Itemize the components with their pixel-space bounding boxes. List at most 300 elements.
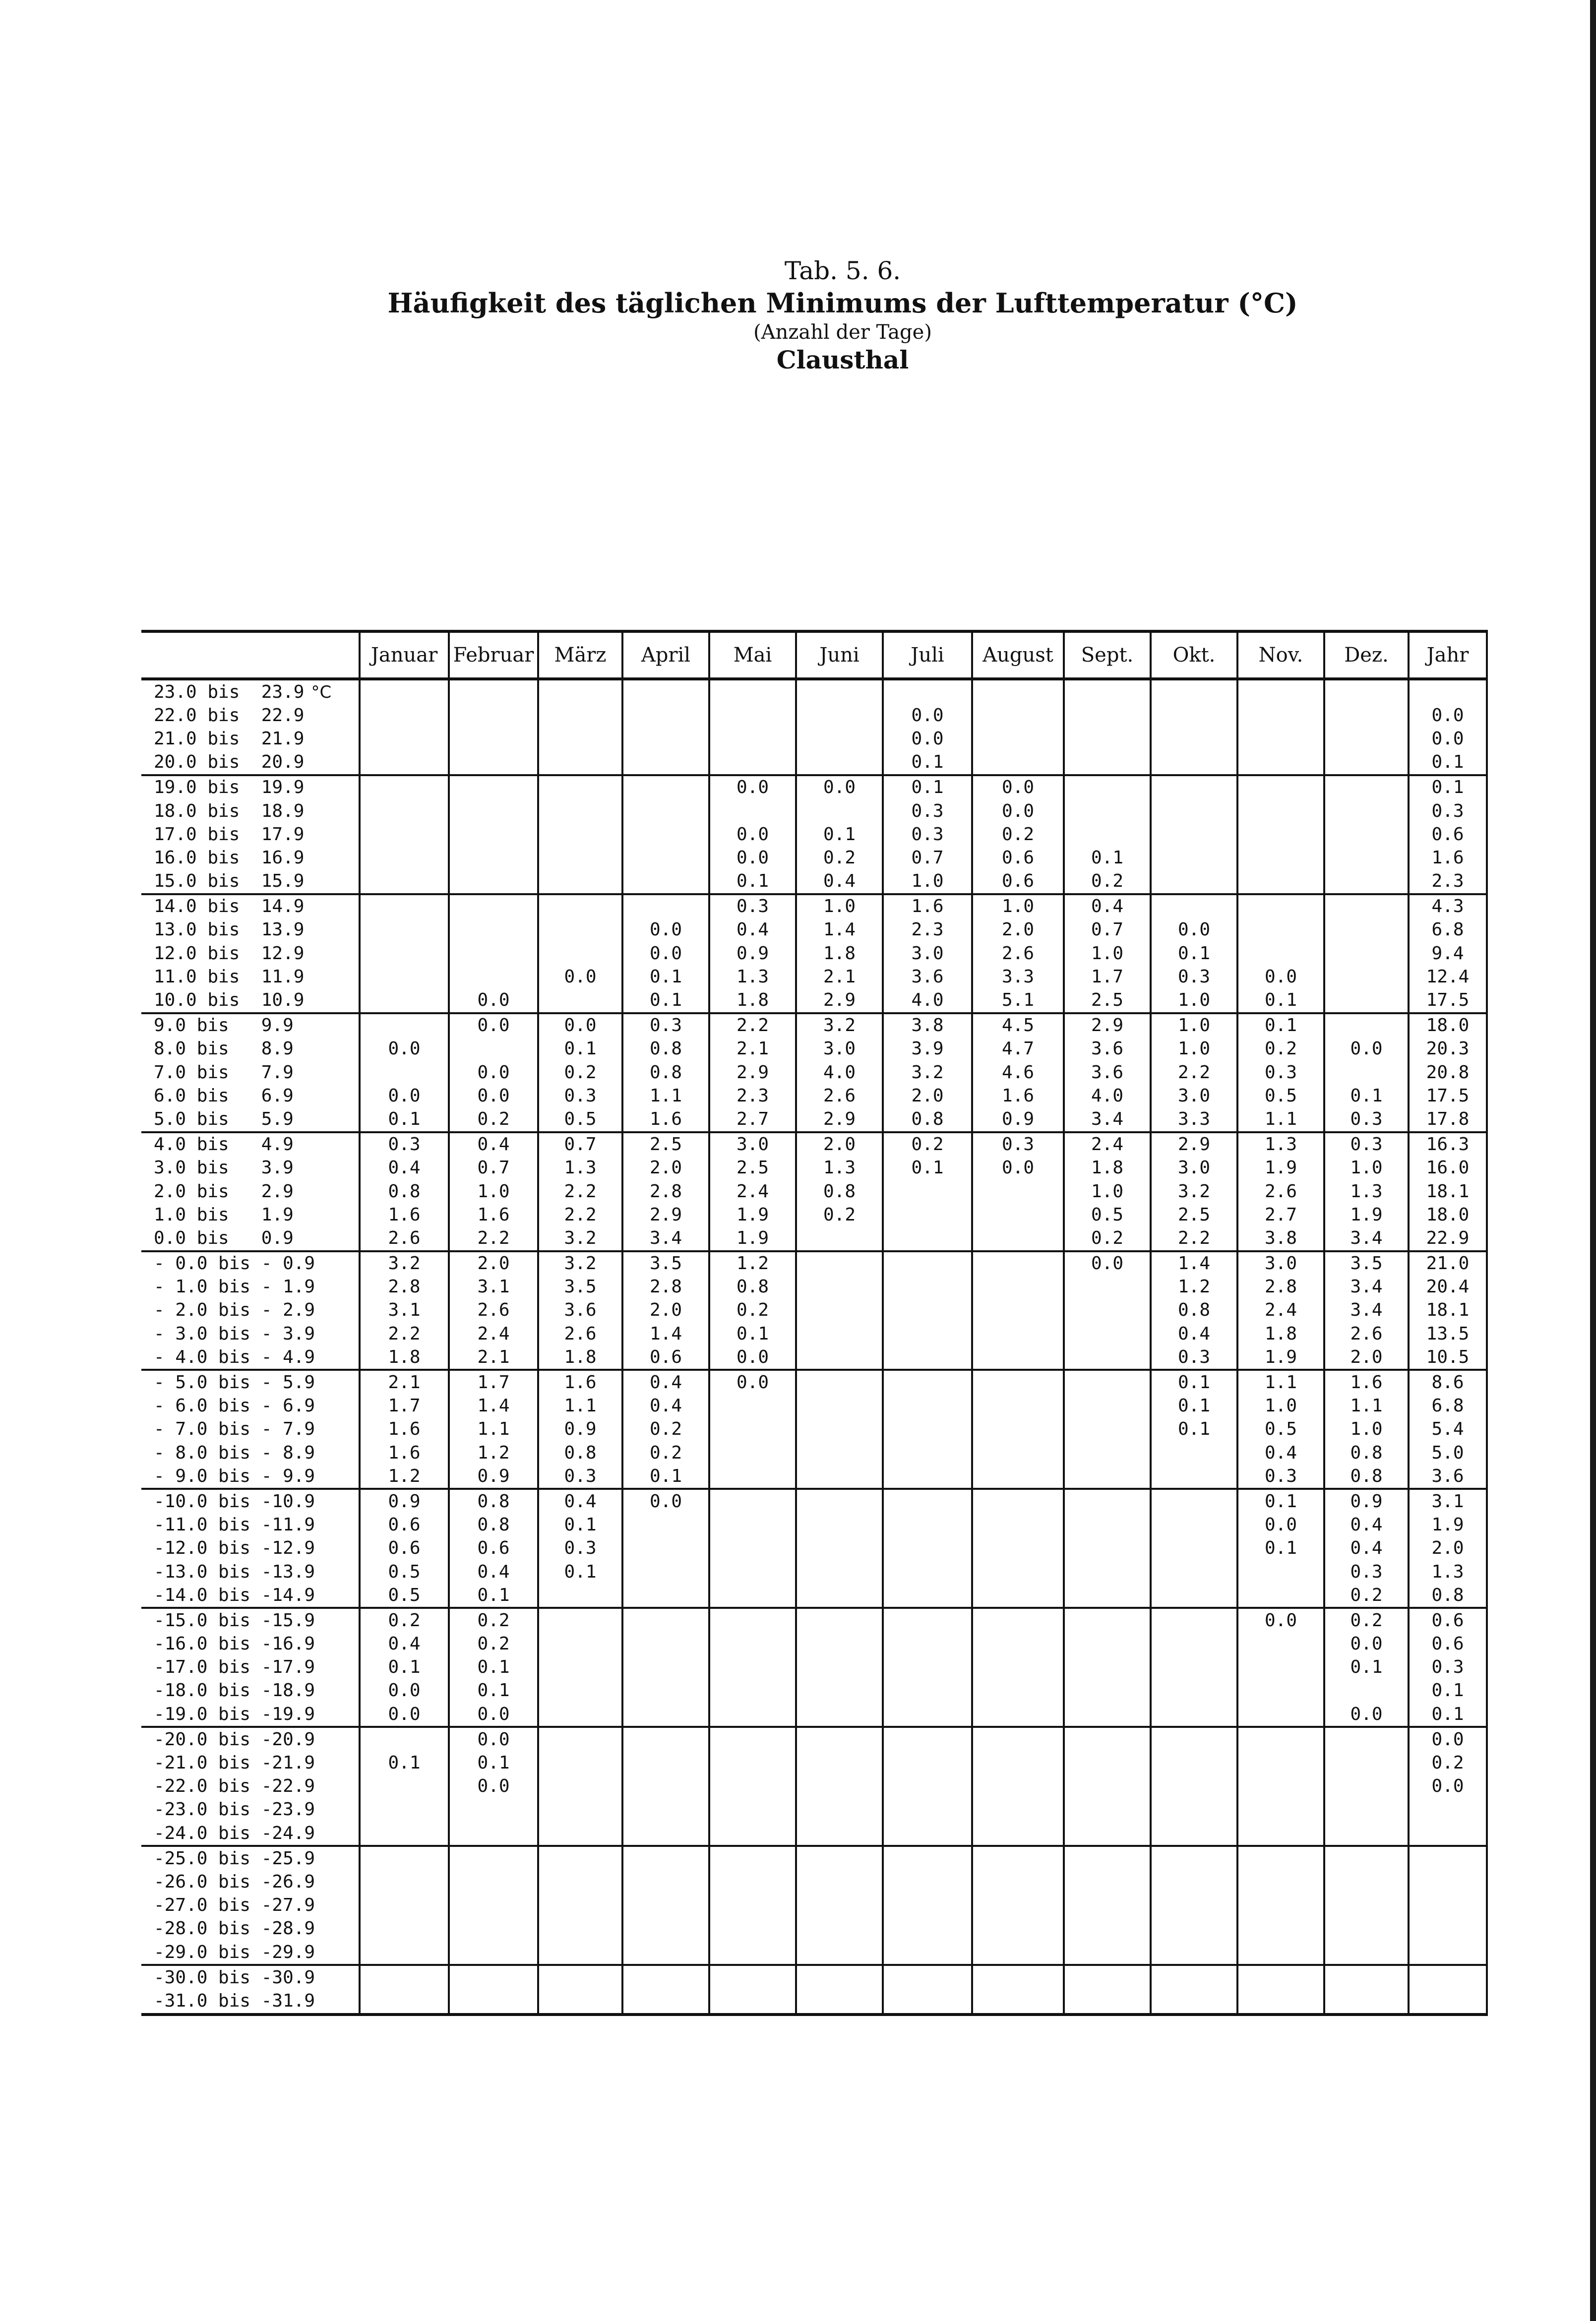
value-cell: 0.3 <box>1409 1656 1487 1679</box>
value-cell: 3.2 <box>883 1061 972 1084</box>
value-cell <box>449 1822 538 1846</box>
value-cell <box>1064 679 1151 704</box>
value-cell: 3.5 <box>1324 1251 1409 1276</box>
value-cell <box>538 1679 622 1703</box>
value-cell: 0.8 <box>622 1038 709 1061</box>
value-cell <box>1064 1537 1151 1560</box>
value-cell <box>1064 1727 1151 1751</box>
value-cell <box>1064 775 1151 799</box>
value-cell <box>1151 1441 1237 1465</box>
value-cell: 0.1 <box>1409 1679 1487 1703</box>
value-cell: 3.4 <box>622 1226 709 1251</box>
value-cell <box>883 1441 972 1465</box>
value-cell: 0.1 <box>883 775 972 799</box>
range-label <box>141 1299 360 1322</box>
value-cell <box>1151 1656 1237 1679</box>
value-cell: 2.6 <box>360 1226 449 1251</box>
value-cell <box>796 1633 883 1656</box>
value-cell <box>622 1917 709 1941</box>
value-cell <box>1151 1989 1237 2014</box>
table-row <box>141 1537 1487 1560</box>
value-cell: 3.2 <box>538 1251 622 1276</box>
value-cell <box>1151 1751 1237 1774</box>
value-cell <box>1151 1537 1237 1560</box>
value-cell: 0.2 <box>796 1203 883 1226</box>
value-cell <box>622 1560 709 1584</box>
range-text: -24.0 bis -24.9 <box>154 1823 315 1843</box>
range-text: -26.0 bis -26.9 <box>154 1871 315 1892</box>
value-cell: 3.4 <box>1324 1299 1409 1322</box>
table-row <box>141 1822 1487 1846</box>
table-row <box>141 1084 1487 1107</box>
range-label <box>141 823 360 846</box>
table-row <box>141 1395 1487 1418</box>
value-cell: 0.0 <box>449 1703 538 1727</box>
value-cell <box>1324 775 1409 799</box>
value-cell <box>360 775 449 799</box>
value-cell: 0.2 <box>972 823 1064 846</box>
value-cell: 0.4 <box>622 1370 709 1394</box>
range-label <box>141 942 360 965</box>
range-text: - 4.0 bis - 4.9 <box>154 1346 315 1367</box>
value-cell: 0.4 <box>1324 1514 1409 1537</box>
range-label <box>141 775 360 799</box>
value-cell: 0.6 <box>360 1537 449 1560</box>
value-cell <box>538 1989 622 2014</box>
value-cell <box>1237 870 1324 894</box>
value-cell: 5.0 <box>1409 1441 1487 1465</box>
value-cell <box>972 1345 1064 1370</box>
value-cell <box>796 1727 883 1751</box>
value-cell: 1.9 <box>1409 1514 1487 1537</box>
value-cell <box>1324 846 1409 869</box>
range-text: -12.0 bis -12.9 <box>154 1538 315 1559</box>
value-cell: 5.1 <box>972 988 1064 1013</box>
value-cell: 2.3 <box>883 918 972 942</box>
value-cell: 0.1 <box>1237 1489 1324 1513</box>
range-label <box>141 1418 360 1441</box>
value-cell: 1.0 <box>1324 1418 1409 1441</box>
value-cell <box>449 942 538 965</box>
value-cell: 0.0 <box>449 1013 538 1038</box>
value-cell <box>709 1514 796 1537</box>
value-cell <box>883 1870 972 1893</box>
value-cell <box>360 1870 449 1893</box>
value-cell <box>360 1061 449 1084</box>
value-cell <box>1324 823 1409 846</box>
value-cell: 3.5 <box>538 1276 622 1299</box>
value-cell <box>972 1441 1064 1465</box>
table-row <box>141 1608 1487 1632</box>
value-cell <box>709 1560 796 1584</box>
value-cell <box>1064 1989 1151 2014</box>
value-cell <box>1237 1656 1324 1679</box>
value-cell: 1.8 <box>360 1345 449 1370</box>
value-cell <box>1237 846 1324 869</box>
value-cell <box>1324 988 1409 1013</box>
table-row <box>141 1870 1487 1893</box>
value-cell: 0.8 <box>1409 1584 1487 1608</box>
value-cell <box>796 1560 883 1584</box>
value-cell <box>1237 775 1324 799</box>
value-cell: 1.8 <box>1237 1322 1324 1345</box>
value-cell: 1.7 <box>449 1370 538 1394</box>
value-cell <box>622 1870 709 1893</box>
value-cell: 0.1 <box>883 1157 972 1180</box>
value-cell <box>538 1965 622 1989</box>
table-row <box>141 1418 1487 1441</box>
value-cell: 0.8 <box>1324 1441 1409 1465</box>
range-label <box>141 1514 360 1537</box>
table-row <box>141 1061 1487 1084</box>
value-cell: 0.1 <box>360 1656 449 1679</box>
value-cell <box>883 1370 972 1394</box>
value-cell: 3.8 <box>883 1013 972 1038</box>
range-text: 13.0 bis 13.9 <box>154 919 305 940</box>
value-cell <box>360 1846 449 1870</box>
range-label <box>141 1370 360 1394</box>
value-cell <box>972 1633 1064 1656</box>
value-cell <box>1064 1846 1151 1870</box>
range-text: - 3.0 bis - 3.9 <box>154 1323 315 1344</box>
value-cell <box>538 1584 622 1608</box>
value-cell: 0.1 <box>449 1656 538 1679</box>
value-cell: 0.6 <box>1409 823 1487 846</box>
value-cell <box>538 1633 622 1656</box>
value-cell: 0.3 <box>538 1084 622 1107</box>
table-row <box>141 727 1487 750</box>
value-cell <box>796 1489 883 1513</box>
table-row <box>141 870 1487 894</box>
value-cell <box>709 1656 796 1679</box>
value-cell <box>883 1395 972 1418</box>
value-cell <box>622 1703 709 1727</box>
value-cell <box>622 1608 709 1632</box>
value-cell <box>538 1727 622 1751</box>
value-cell: 0.3 <box>883 799 972 823</box>
value-cell: 2.9 <box>709 1061 796 1084</box>
value-cell <box>883 1322 972 1345</box>
value-cell <box>1151 1584 1237 1608</box>
range-label <box>141 1276 360 1299</box>
value-cell: 2.2 <box>709 1013 796 1038</box>
value-cell: 0.3 <box>1151 1345 1237 1370</box>
value-cell <box>883 1514 972 1537</box>
value-cell: 0.1 <box>1409 775 1487 799</box>
table-row <box>141 1226 1487 1251</box>
value-cell <box>709 1584 796 1608</box>
value-cell: 18.0 <box>1409 1013 1487 1038</box>
value-cell: 0.1 <box>1151 1395 1237 1418</box>
value-cell <box>883 1633 972 1656</box>
table-row <box>141 799 1487 823</box>
value-cell <box>796 1395 883 1418</box>
value-cell <box>360 823 449 846</box>
value-cell <box>796 1251 883 1276</box>
value-cell <box>538 1703 622 1727</box>
value-cell: 1.1 <box>1237 1107 1324 1132</box>
value-cell: 17.8 <box>1409 1107 1487 1132</box>
value-cell <box>796 1870 883 1893</box>
value-cell <box>1237 704 1324 727</box>
range-label <box>141 1751 360 1774</box>
value-cell: 3.6 <box>538 1299 622 1322</box>
value-cell <box>449 918 538 942</box>
value-cell <box>972 1584 1064 1608</box>
value-cell <box>1151 1941 1237 1965</box>
range-text: 4.0 bis 4.9 <box>154 1134 294 1155</box>
value-cell <box>796 1441 883 1465</box>
range-text: - 7.0 bis - 7.9 <box>154 1419 315 1440</box>
value-cell <box>1064 1299 1151 1322</box>
table-row <box>141 965 1487 988</box>
value-cell <box>1237 1679 1324 1703</box>
value-cell: 0.8 <box>449 1489 538 1513</box>
value-cell <box>883 1203 972 1226</box>
value-cell: 0.7 <box>883 846 972 869</box>
value-cell: 1.6 <box>972 1084 1064 1107</box>
station-name: Clausthal <box>776 345 909 374</box>
value-cell <box>360 727 449 750</box>
value-cell <box>709 1989 796 2014</box>
value-cell <box>1151 1798 1237 1822</box>
table-row <box>141 1345 1487 1370</box>
value-cell: 2.8 <box>360 1276 449 1299</box>
value-cell: 1.0 <box>449 1180 538 1203</box>
value-cell <box>1324 965 1409 988</box>
value-cell <box>538 1608 622 1632</box>
value-cell: 0.2 <box>796 846 883 869</box>
range-label <box>141 1656 360 1679</box>
value-cell <box>1151 1514 1237 1537</box>
value-cell: 0.0 <box>709 846 796 869</box>
value-cell: 3.4 <box>1324 1276 1409 1299</box>
value-cell: 0.2 <box>449 1633 538 1656</box>
value-cell <box>1237 679 1324 704</box>
table-row <box>141 1514 1487 1537</box>
value-cell <box>709 1965 796 1989</box>
value-cell: 2.7 <box>709 1107 796 1132</box>
table-row <box>141 1299 1487 1322</box>
value-cell <box>796 1917 883 1941</box>
value-cell <box>883 1608 972 1632</box>
value-cell <box>360 1989 449 2014</box>
value-cell: 0.1 <box>796 823 883 846</box>
value-cell <box>709 751 796 775</box>
range-label <box>141 846 360 869</box>
value-cell: 0.0 <box>709 823 796 846</box>
value-cell <box>1324 1989 1409 2014</box>
value-cell <box>709 1489 796 1513</box>
value-cell: 1.9 <box>1324 1203 1409 1226</box>
value-cell: 1.8 <box>709 988 796 1013</box>
range-label <box>141 1226 360 1251</box>
value-cell <box>709 1775 796 1798</box>
value-cell <box>972 1989 1064 2014</box>
value-cell: 6.8 <box>1409 918 1487 942</box>
value-cell <box>709 1537 796 1560</box>
value-cell: 0.2 <box>1237 1038 1324 1061</box>
value-cell: 1.2 <box>449 1441 538 1465</box>
value-cell <box>622 751 709 775</box>
value-cell <box>360 870 449 894</box>
header-row <box>141 631 1487 679</box>
value-cell <box>883 1584 972 1608</box>
value-cell: 0.1 <box>360 1751 449 1774</box>
value-cell: 2.2 <box>449 1226 538 1251</box>
value-cell: 0.0 <box>709 775 796 799</box>
value-cell: 0.4 <box>622 1395 709 1418</box>
table-row <box>141 823 1487 846</box>
value-cell: 0.8 <box>883 1107 972 1132</box>
value-cell <box>1324 704 1409 727</box>
range-header <box>141 631 360 679</box>
value-cell <box>1064 1917 1151 1941</box>
value-cell: 0.0 <box>1409 1727 1487 1751</box>
value-cell <box>1064 1560 1151 1584</box>
range-text: - 0.0 bis - 0.9 <box>154 1253 315 1274</box>
range-label <box>141 751 360 775</box>
value-cell <box>972 1395 1064 1418</box>
value-cell <box>622 1751 709 1774</box>
value-cell <box>1237 1798 1324 1822</box>
range-text: 0.0 bis 0.9 <box>154 1227 294 1248</box>
value-cell: 3.0 <box>709 1132 796 1157</box>
value-cell <box>1324 1061 1409 1084</box>
value-cell <box>709 1727 796 1751</box>
value-cell <box>1151 1822 1237 1846</box>
value-cell <box>1064 799 1151 823</box>
value-cell: 8.6 <box>1409 1370 1487 1394</box>
value-cell <box>1237 1989 1324 2014</box>
value-cell <box>1064 1679 1151 1703</box>
value-cell: 3.3 <box>972 965 1064 988</box>
range-label <box>141 1084 360 1107</box>
value-cell: 1.0 <box>972 894 1064 918</box>
value-cell: 3.6 <box>1064 1061 1151 1084</box>
value-cell <box>796 799 883 823</box>
value-cell <box>360 1727 449 1751</box>
value-cell <box>1151 1775 1237 1798</box>
value-cell: 3.0 <box>1237 1251 1324 1276</box>
range-label <box>141 1013 360 1038</box>
value-cell: 0.6 <box>1409 1633 1487 1656</box>
value-cell: 0.3 <box>1237 1465 1324 1489</box>
value-cell: 1.6 <box>360 1418 449 1441</box>
range-text: -30.0 bis -30.9 <box>154 1967 315 1988</box>
value-cell: 1.3 <box>709 965 796 988</box>
value-cell: 1.1 <box>622 1084 709 1107</box>
table-row <box>141 1775 1487 1798</box>
value-cell: 4.6 <box>972 1061 1064 1084</box>
value-cell <box>449 965 538 988</box>
value-cell <box>1409 1822 1487 1846</box>
value-cell <box>972 1965 1064 1989</box>
value-cell <box>972 704 1064 727</box>
value-cell <box>709 1633 796 1656</box>
value-cell: 1.2 <box>709 1251 796 1276</box>
value-cell <box>360 1917 449 1941</box>
value-cell: 0.8 <box>796 1180 883 1203</box>
value-cell: 0.3 <box>538 1537 622 1560</box>
value-cell <box>1324 1822 1409 1846</box>
range-label <box>141 1322 360 1345</box>
value-cell <box>360 704 449 727</box>
value-cell <box>1324 679 1409 704</box>
value-cell <box>1151 1465 1237 1489</box>
table-row <box>141 775 1487 799</box>
value-cell <box>972 1656 1064 1679</box>
value-cell <box>883 1345 972 1370</box>
value-cell <box>1064 1489 1151 1513</box>
value-cell: 1.8 <box>796 942 883 965</box>
value-cell <box>1324 918 1409 942</box>
range-text: -21.0 bis -21.9 <box>154 1753 315 1773</box>
value-cell <box>449 870 538 894</box>
value-cell <box>796 1656 883 1679</box>
value-cell <box>1151 823 1237 846</box>
value-cell: 0.0 <box>538 1013 622 1038</box>
value-cell: 1.3 <box>796 1157 883 1180</box>
value-cell: 0.3 <box>1324 1107 1409 1132</box>
value-cell <box>622 846 709 869</box>
range-text: -10.0 bis -10.9 <box>154 1491 315 1512</box>
value-cell <box>709 704 796 727</box>
value-cell <box>1064 1584 1151 1608</box>
value-cell: 3.0 <box>796 1038 883 1061</box>
value-cell: 2.2 <box>360 1322 449 1345</box>
range-text: 18.0 bis 18.9 <box>154 800 305 821</box>
value-cell: 1.9 <box>1237 1157 1324 1180</box>
table-row <box>141 1633 1487 1656</box>
table-row <box>141 1038 1487 1061</box>
range-label <box>141 1727 360 1751</box>
value-cell: 0.1 <box>360 1107 449 1132</box>
value-cell <box>1151 1633 1237 1656</box>
value-cell <box>972 1514 1064 1537</box>
table-number: Tab. 5. 6. <box>784 256 901 285</box>
value-cell <box>972 1751 1064 1774</box>
range-label <box>141 1180 360 1203</box>
value-cell: 4.0 <box>1064 1084 1151 1107</box>
value-cell: 0.0 <box>1237 1514 1324 1537</box>
value-cell <box>709 727 796 750</box>
value-cell: 1.1 <box>1324 1395 1409 1418</box>
range-text: 7.0 bis 7.9 <box>154 1062 294 1083</box>
range-text: 5.0 bis 5.9 <box>154 1108 294 1129</box>
value-cell: 0.0 <box>360 1084 449 1107</box>
value-cell: 1.0 <box>1151 1013 1237 1038</box>
value-cell <box>1237 1870 1324 1893</box>
value-cell: 18.0 <box>1409 1203 1487 1226</box>
value-cell: 0.0 <box>449 988 538 1013</box>
range-label <box>141 1608 360 1632</box>
value-cell <box>1324 1965 1409 1989</box>
table-row <box>141 988 1487 1013</box>
value-cell <box>1237 751 1324 775</box>
value-cell <box>538 1775 622 1798</box>
value-cell: 0.2 <box>1064 1226 1151 1251</box>
value-cell: 1.8 <box>1064 1157 1151 1180</box>
value-cell: 0.5 <box>538 1107 622 1132</box>
value-cell: 0.8 <box>709 1276 796 1299</box>
value-cell: 1.2 <box>1151 1276 1237 1299</box>
value-cell: 2.6 <box>1237 1180 1324 1203</box>
value-cell: 0.9 <box>449 1465 538 1489</box>
table-row <box>141 1276 1487 1299</box>
value-cell <box>360 846 449 869</box>
value-cell <box>1324 1727 1409 1751</box>
